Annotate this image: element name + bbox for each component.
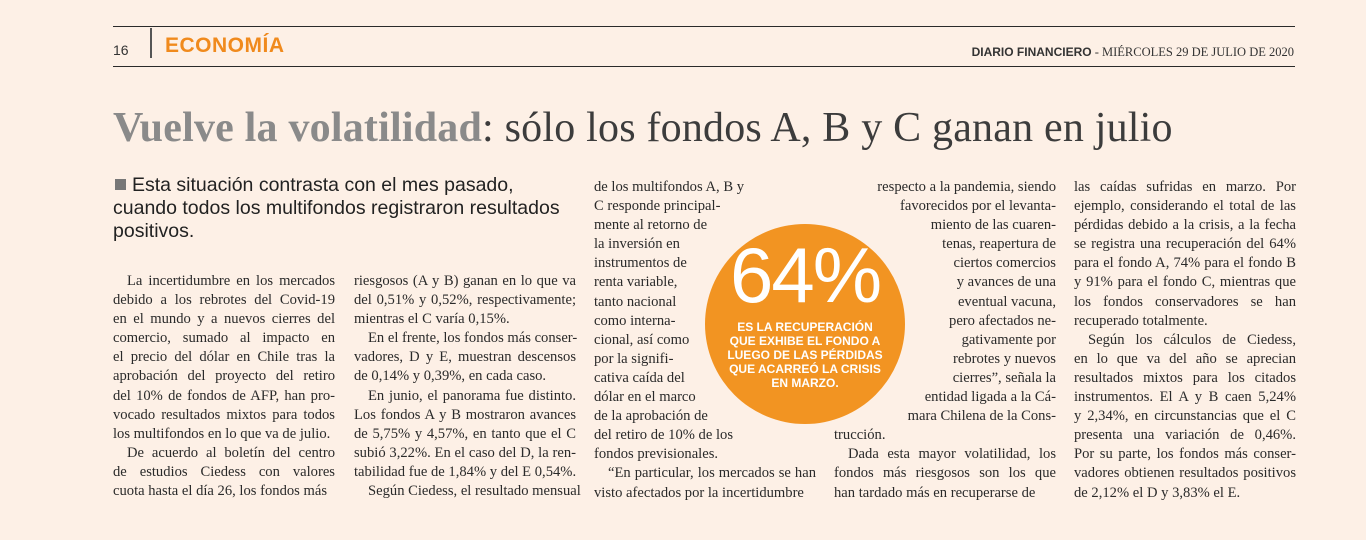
text-line: En junio, el panorama fue distinto.: [368, 387, 576, 404]
header-rule: [113, 66, 1295, 67]
text-line: Los fondos A y B mostraron avances: [354, 406, 576, 423]
text-line: resultados mixtos para los citados: [1074, 369, 1296, 386]
text-line: respecto a la pandemia, siendo: [877, 179, 1056, 195]
text-line: renta variable,: [594, 274, 678, 291]
text-line: riesgosos (A y B) ganan en lo que va: [354, 273, 576, 289]
subheadline-text: Esta situación contrasta con el mes pasado, cuando todos los multifondos registraron resultados positivos.: [113, 174, 560, 242]
text-line: mente al retorno de: [594, 217, 708, 234]
text-line: presenta una variación de 0,46%.: [1074, 427, 1296, 444]
issue-date: - MIÉRCOLES 29 DE JULIO DE 2020: [1091, 45, 1294, 59]
text-line: y 2,34%, en circunstancias que el C: [1074, 408, 1296, 425]
text-line: y avances de una: [956, 274, 1056, 291]
text-line: y 91% para el fondo C, mientras que: [1074, 274, 1296, 291]
text-line: cuota hasta el día 26, los fondos más: [113, 483, 327, 500]
text-line: tabilidad fue de 1,84% y del E 0,54%.: [354, 463, 577, 480]
text-line: visto afectados por la incertidumbre: [594, 484, 804, 501]
section-title: ECONOMÍA: [165, 34, 285, 57]
text-line: recuperado totalmente.: [1074, 312, 1208, 329]
bullet-square-icon: [115, 179, 126, 190]
text-line: ciertos comercios: [953, 255, 1056, 272]
text-line: el precio del dólar en Chile tras la: [113, 349, 335, 366]
text-line: Según los cálculos de Ciedess,: [1088, 331, 1296, 348]
text-line: instrumentos. El A y B caen 5,24%: [1074, 389, 1296, 406]
headline-rest: : sólo los fondos A, B y C ganan en julio: [482, 105, 1173, 151]
text-line: de los multifondos A, B y: [594, 179, 744, 195]
text-line: la inversión en: [594, 236, 680, 253]
header-divider: [150, 28, 152, 58]
text-line: comercio, sumado al impacto en: [113, 330, 335, 347]
text-line: fondos previsionales.: [594, 446, 719, 463]
text-line: instrumentos de: [594, 255, 687, 272]
text-line: los fondos conservadores se han: [1074, 293, 1296, 310]
text-line: cativa caída del: [594, 369, 685, 386]
masthead: [972, 45, 1294, 60]
text-line: trucción.: [834, 427, 886, 444]
text-line: en el mundo y a nuevos cierres del: [113, 311, 335, 328]
subheadline: [113, 174, 573, 243]
text-line: pero afectados ne-: [949, 312, 1056, 329]
headline-lead: Vuelve la volatilidad: [113, 105, 483, 151]
callout-figure: 64%: [729, 231, 881, 319]
text-line: se registra una recuperación del 64%: [1074, 236, 1296, 253]
text-line: vocado resultados mixtos para todos: [113, 406, 335, 423]
text-line: rebrotes y nuevos: [953, 350, 1056, 367]
text-line: Según Ciedess, el resultado mensual: [368, 483, 581, 500]
text-line: de 5,75% y 4,57%, en tanto que el C: [354, 425, 576, 442]
text-line: del 10% de fondos de AFP, han pro-: [113, 387, 335, 404]
text-line: ejemplo, considerando el total de las: [1074, 198, 1296, 215]
article-column-2: [354, 272, 581, 501]
text-line: eventual vacuna,: [957, 293, 1056, 310]
text-line: pérdidas debido a la crisis, a la fecha: [1074, 217, 1296, 234]
callout-caption: ES LA RECUPERACIÓN QUE EXHIBE EL FONDO A LUEGO DE LAS PÉRDIDAS QUE ACARREÓ LA CRISIS EN MARZO.: [727, 320, 883, 390]
callout-circle: [705, 224, 905, 424]
text-line: en lo que va del año se aprecian: [1074, 350, 1296, 367]
text-line: “En particular, los mercados se han: [608, 465, 816, 482]
text-line: mientras el C varía 0,15%.: [354, 311, 510, 328]
text-line: de 0,14% y 0,39%, en cada caso.: [354, 368, 547, 385]
text-line: tenas, reapertura de: [942, 236, 1056, 253]
text-line: Por su parte, los fondos más conser-: [1074, 446, 1296, 463]
text-line: los multifondos en lo que va de julio.: [113, 425, 331, 442]
text-line: De acuerdo al boletín del centro: [127, 444, 335, 461]
text-line: por la signifi-: [594, 350, 674, 367]
text-line: entidad ligada a la Cá-: [924, 389, 1056, 406]
article-column-1: [113, 272, 335, 501]
text-line: han tardado más en recuperarse de: [834, 484, 1036, 501]
text-line: cional, así como: [594, 331, 690, 348]
page-number: 16: [113, 42, 129, 58]
text-line: debido a los rebrotes del Covid-19: [113, 292, 335, 309]
headline: [113, 104, 1173, 152]
text-line: de 2,12% el D y 3,83% el E.: [1074, 484, 1241, 501]
text-line: tanto nacional: [594, 293, 677, 310]
article-column-5: [1074, 178, 1296, 503]
top-rule: [113, 26, 1295, 27]
text-line: del 0,51% y 0,52%, respectivamente;: [354, 292, 576, 309]
text-line: vadores, D y E, muestran descensos: [354, 349, 576, 366]
text-line: miento de las cuaren-: [930, 217, 1056, 234]
text-line: del retiro de 10% de los: [594, 427, 734, 444]
publication-name: DIARIO FINANCIERO: [971, 45, 1092, 59]
text-line: gativamente por: [961, 331, 1056, 348]
text-line: La incertidumbre en los mercados: [127, 273, 335, 289]
text-line: C responde principal-: [594, 198, 721, 215]
text-line: de estudios Ciedess con valores: [113, 463, 335, 480]
text-line: mara Chilena de la Cons-: [907, 408, 1056, 425]
text-line: aprobación del proyecto del retiro: [113, 368, 335, 385]
text-line: Dada esta mayor volatilidad, los: [848, 446, 1056, 463]
text-line: dólar en el marco: [594, 389, 696, 406]
text-line: las caídas sufridas en marzo. Por: [1074, 179, 1296, 195]
text-line: En el frente, los fondos más conser-: [368, 330, 578, 347]
text-line: como interna-: [594, 312, 676, 329]
text-line: vadores obtienen resultados positivos: [1074, 465, 1296, 482]
text-line: fondos más riesgosos son los que: [834, 465, 1056, 482]
text-line: para el fondo A, 74% para el fondo B: [1074, 255, 1296, 272]
text-line: subió 3,22%. En el caso del D, la ren-: [354, 444, 576, 461]
text-line: cierres”, señala la: [952, 369, 1056, 386]
text-line: favorecidos por el levanta-: [900, 198, 1056, 215]
text-line: de la aprobación de: [594, 408, 708, 425]
